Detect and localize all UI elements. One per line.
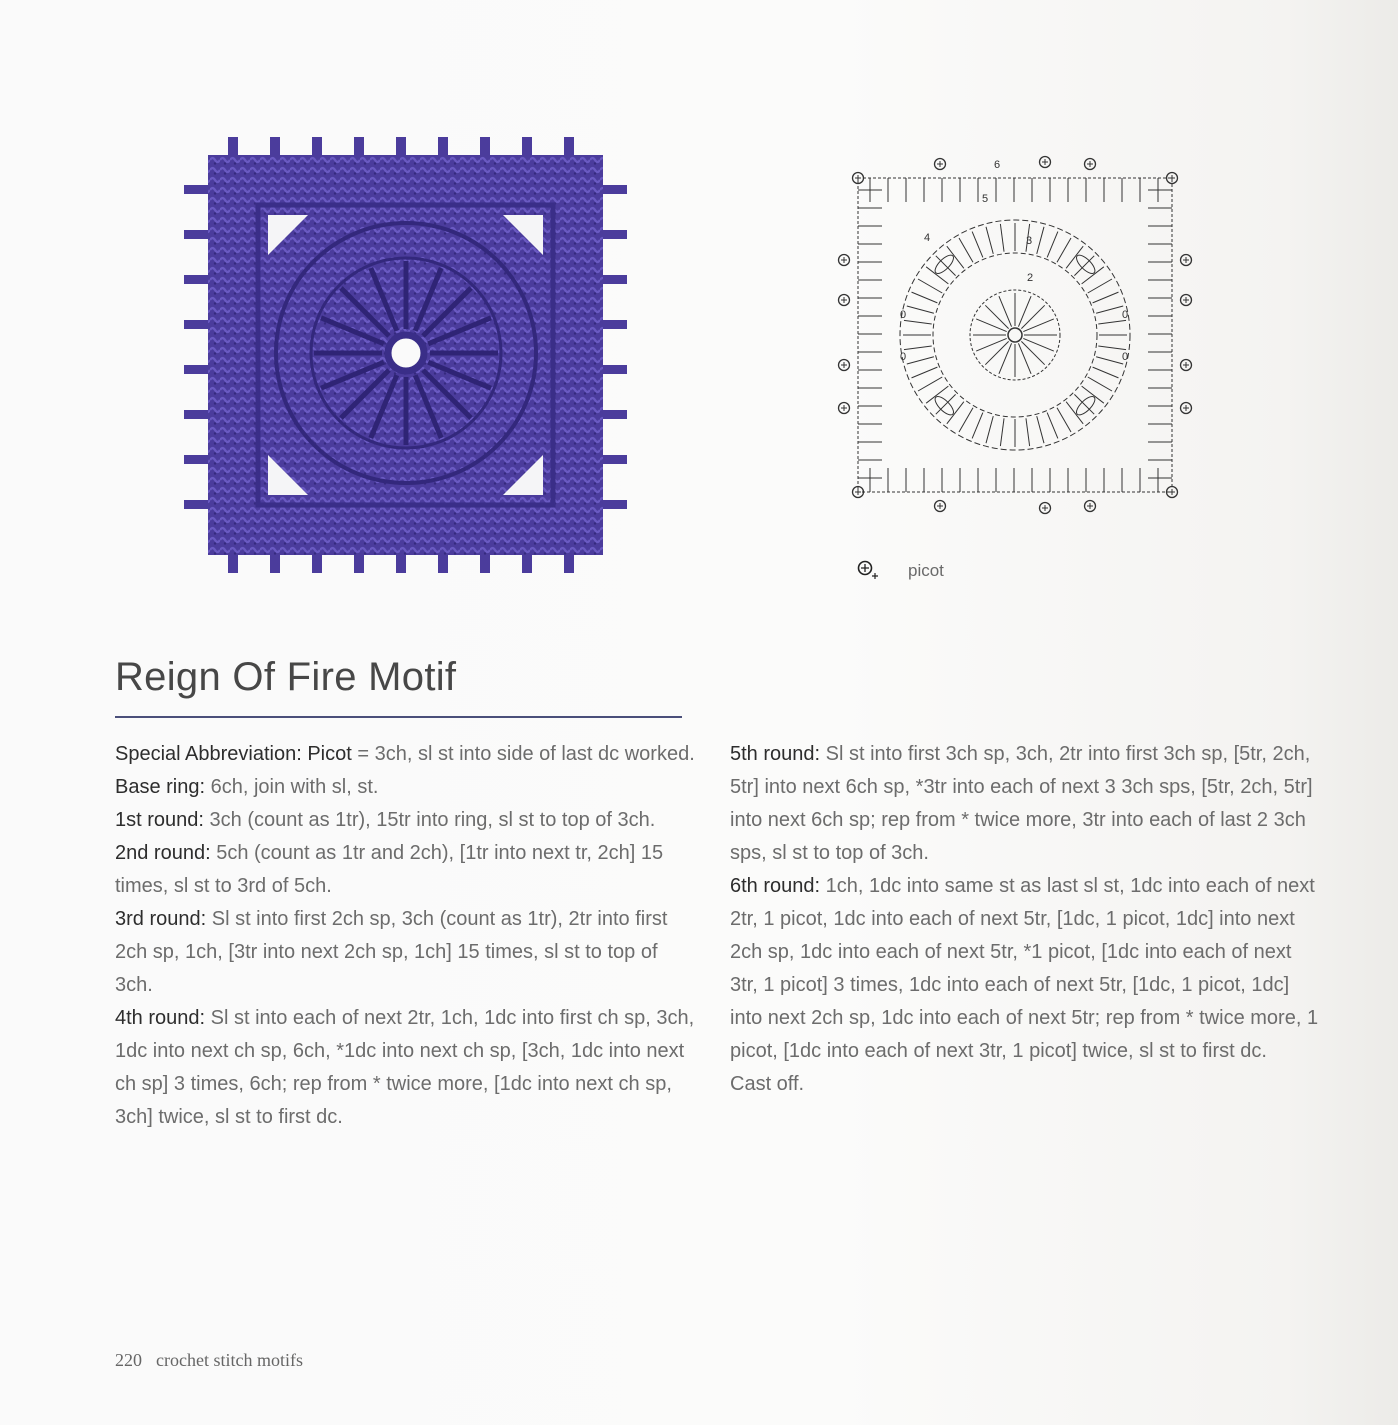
instruction-label: Special Abbreviation: Picot [115, 743, 352, 765]
page-title: Reign Of Fire Motif [115, 655, 457, 699]
instruction-label: 4th round: [115, 1007, 206, 1029]
instruction-paragraph [115, 837, 695, 903]
instruction-label: 2nd round: [115, 842, 211, 864]
page-number: 220 [115, 1350, 142, 1370]
legend-label: picot [908, 561, 944, 580]
instruction-paragraph [115, 804, 695, 837]
instruction-paragraph [730, 1068, 1320, 1101]
motif-photo [170, 125, 640, 585]
instruction-label: Base ring: [115, 776, 206, 798]
chart-row-number: 2 [1027, 272, 1034, 284]
instruction-text: 1ch, 1dc into same st as last sl st, 1dc into each of next 2tr, 1 picot, 1dc into each of next 5tr, [1dc, 1 picot, 1dc] into next 2ch sp, 1dc into each of next 5tr, *1 picot, [1dc into each of next 3tr, 1 picot] 3 times, 1dc into each of next 5tr, [1dc, 1 picot, 1dc] into next 2ch sp, 1dc into each of next 5tr; rep from * twice more, 1 picot, [1dc into each of next 3tr, 1 picot] twice, sl st to first dc. [730, 875, 1319, 1062]
instruction-paragraph [115, 903, 695, 1002]
instruction-text: = 3ch, sl st into side of last dc worked. [351, 743, 695, 765]
title-rule [115, 716, 682, 718]
instructions-left-column [115, 738, 695, 1134]
chart-row-number: 6 [994, 159, 1001, 171]
instruction-label: 3rd round: [115, 908, 207, 930]
chart-row-number: 5 [982, 193, 989, 205]
instructions-right-column [730, 738, 1320, 1101]
instruction-paragraph [115, 1002, 695, 1134]
instruction-paragraph [730, 738, 1320, 870]
instruction-label: 5th round: [730, 743, 821, 765]
instruction-text: Sl st into first 2ch sp, 3ch (count as 1tr), 2tr into first 2ch sp, 1ch, [3tr into next 2ch sp, 1ch] 15 times, sl st to top of 3ch. [115, 908, 668, 996]
instruction-text: Sl st into first 3ch sp, 3ch, 2tr into first 3ch sp, [5tr, 2ch, 5tr] into next 6ch sp, *3tr into each of next 3 3ch sps, [5tr, 2ch, 5tr] into next 6ch sp; rep from * twice more, 3tr into each of last 2 3ch sps, sl st to top of 3ch. [730, 743, 1313, 864]
chart-row-number: 0 [1122, 309, 1129, 321]
chart-row-number: 0 [1122, 351, 1129, 363]
instruction-paragraph [115, 771, 695, 804]
instruction-text: Sl st into each of next 2tr, 1ch, 1dc into first ch sp, 3ch, 1dc into next ch sp, 6ch, *1dc into next ch sp, [3ch, 1dc into next ch sp] 3 times, 6ch; rep from * twice more, [1dc into next ch sp, 3ch] twice, sl st to first dc. [115, 1007, 695, 1128]
chart-row-number: 0 [900, 351, 907, 363]
chart-row-number: 3 [1026, 235, 1033, 247]
chart-row-number: 4 [924, 232, 931, 244]
instruction-text: 3ch (count as 1tr), 15tr into ring, sl st to top of 3ch. [203, 809, 656, 831]
instruction-text: 5ch (count as 1tr and 2ch), [1tr into next tr, 2ch] 15 times, sl st to 3rd of 5ch. [115, 842, 664, 897]
instruction-paragraph [115, 738, 695, 771]
instruction-text: 6ch, join with sl, st. [205, 776, 379, 798]
instruction-paragraph [730, 870, 1320, 1068]
chart-row-number: 0 [900, 309, 907, 321]
section-name: crochet stitch motifs [156, 1350, 303, 1370]
instruction-label: 1st round: [115, 809, 204, 831]
instruction-text: Cast off. [730, 1073, 805, 1095]
crochet-chart [830, 150, 1200, 520]
chart-legend [856, 558, 944, 584]
instruction-label: 6th round: [730, 875, 821, 897]
page-footer [115, 1350, 303, 1371]
picot-symbol-icon [856, 559, 878, 583]
